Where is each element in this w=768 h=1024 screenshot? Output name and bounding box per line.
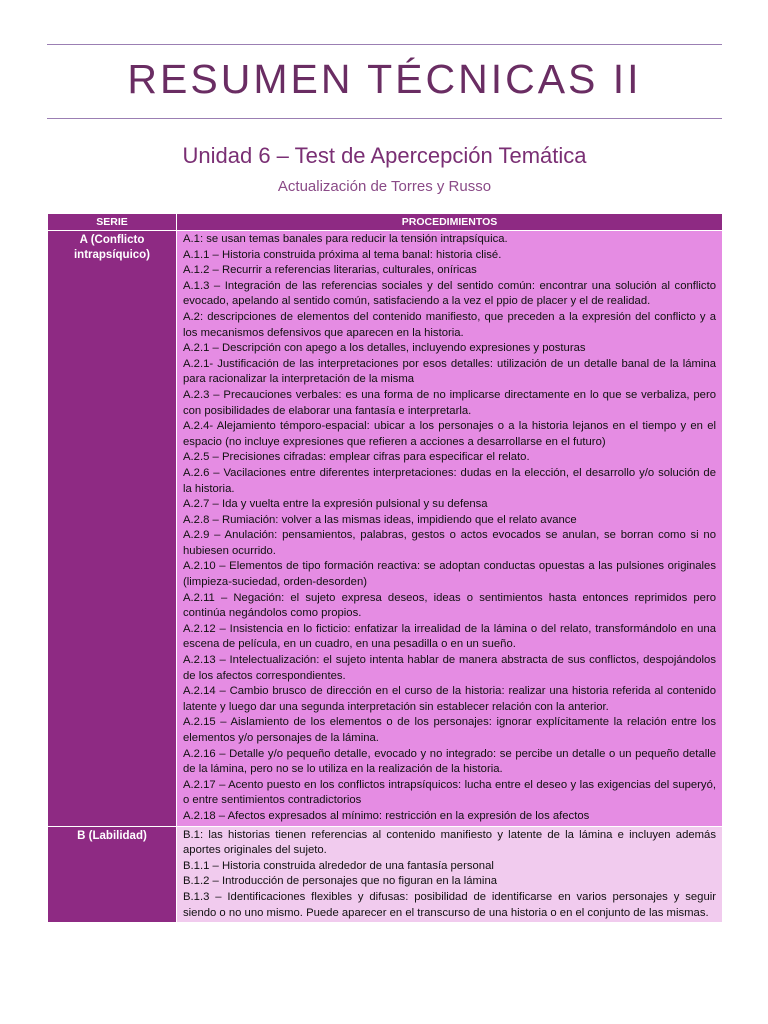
column-header-procedimientos: PROCEDIMIENTOS xyxy=(177,214,723,231)
list-item: A.2.1- Justificación de las interpretaciones por esos detalles: utilización de un detalle banal de la lámina para racionalizar la interpretación de la misma xyxy=(183,357,716,386)
list-item: A.2: descripciones de elementos del contenido manifiesto, que preceden a la expresión del conflicto y a los mecanismos defensivos que aparecen en la historia. xyxy=(183,310,716,339)
column-header-serie: SERIE xyxy=(48,214,177,231)
list-item: A.2.11 – Negación: el sujeto expresa deseos, ideas o sentimientos hasta entonces reprimidos pero continúa negándolos como propios. xyxy=(183,591,716,620)
top-rule xyxy=(47,44,722,45)
list-item: A.2.17 – Acento puesto en los conflictos intrapsíquicos: lucha entre el deseo y las exigencias del superyó, o entre sentimientos contradictorios xyxy=(183,778,716,807)
list-item: B.1.2 – Introducción de personajes que no figuran en la lámina xyxy=(183,875,498,888)
serie-b-procedures xyxy=(177,826,723,923)
list-item: A.2.15 – Aislamiento de los elementos o de los personajes: ignorar explícitamente la relación entre los elementos y/o personajes de la lámina. xyxy=(183,716,716,744)
unit-title: Unidad 6 – Test de Apercepción Temática xyxy=(182,143,587,168)
list-item: A.2.1 – Descripción con apego a los detalles, incluyendo expresiones y posturas xyxy=(183,342,586,355)
list-item: A.2.18 – Afectos expresados al mínimo: restricción en la expresión de los afectos xyxy=(183,809,590,822)
update-subtitle: Actualización de Torres y Russo xyxy=(277,178,492,195)
list-item: A.2.10 – Elementos de tipo formación reactiva: se adoptan conductas opuestas a las pulsiones originales (limpieza-suciedad, orden-desorden) xyxy=(183,560,716,589)
list-item: B.1.1 – Historia construida alrededor de una fantasía personal xyxy=(183,859,494,872)
list-item: A.2.13 – Intelectualización: el sujeto intenta hablar de manera abstracta de sus conflictos, despojándolos de los afectos correspondientes. xyxy=(183,654,716,682)
list-item: B.1: las historias tienen referencias al contenido manifiesto y latente de la lámina e incluyen además aportes originales del sujeto. xyxy=(183,828,716,857)
serie-a-label: A (Conflicto intrapsíquico) xyxy=(48,231,177,827)
list-item: A.2.14 – Cambio brusco de dirección en el curso de la historia: realizar una historia referida al contenido latente y luego dar una segunda interpretación sin establecer relación con la anterior. xyxy=(183,685,716,713)
title-underline xyxy=(47,118,722,119)
list-item: A.2.6 – Vacilaciones entre diferentes interpretaciones: dudas en la elección, el desarrollo y/o solución de la historia. xyxy=(183,466,716,495)
list-item: A.2.4- Alejamiento témporo-espacial: ubicar a los personajes o a la historia lejanos en el tiempo y en el espacio (no incluye expresiones que refieren a acciones a desarrollarse en el futuro) xyxy=(183,420,716,448)
procedures-table xyxy=(47,213,723,923)
table-row xyxy=(48,231,723,827)
list-item: A.2.7 – Ida y vuelta entre la expresión pulsional y su defensa xyxy=(183,498,488,511)
list-item: A.1: se usan temas banales para reducir la tensión intrapsíquica. xyxy=(183,233,508,245)
list-item: A.2.3 – Precauciones verbales: es una forma de no implicarse directamente en lo que se verbaliza, pero con posibilidades de elaborar una fantasía e interpretarla. xyxy=(183,388,716,417)
table-row xyxy=(48,826,723,923)
list-item: A.1.3 – Integración de las referencias sociales y del sentido común: encontrar una solución al conflicto evocado, apelando al sentido común, satisfaciendo a la vez el ppio de placer y el de realidad. xyxy=(183,279,716,308)
list-item: B.1.3 – Identificaciones flexibles y difusas: posibilidad de identificarse en varios personajes y seguir siendo o no uno mismo. Puede aparecer en el transcurso de una historia o en el conjunto de las mismas. xyxy=(183,890,716,919)
list-item: A.2.5 – Precisiones cifradas: emplear cifras para especificar el relato. xyxy=(183,451,530,464)
table-header-row xyxy=(48,214,723,231)
list-item: A.2.12 – Insistencia en lo ficticio: enfatizar la irrealidad de la lámina o del relato, transformándolo en una escena de película, en un cuadro, en una pesadilla o en un sueño. xyxy=(183,622,716,651)
list-item: A.2.16 – Detalle y/o pequeño detalle, evocado y no integrado: se percibe un detalle o un pequeño detalle de la lámina, pero no se lo utiliza en la realización de la historia. xyxy=(183,747,716,776)
serie-a-procedures xyxy=(177,231,723,827)
list-item: A.1.1 – Historia construida próxima al tema banal: historia clisé. xyxy=(183,248,502,261)
page-title: RESUMEN TÉCNICAS II xyxy=(127,56,642,102)
serie-b-label: B (Labilidad) xyxy=(48,826,177,923)
list-item: A.2.9 – Anulación: pensamientos, palabras, gestos o actos evocados se anulan, se borran como si no hubiesen ocurrido. xyxy=(183,529,716,557)
list-item: A.2.8 – Rumiación: volver a las mismas ideas, impidiendo que el relato avance xyxy=(183,513,577,526)
list-item: A.1.2 – Recurrir a referencias literarias, culturales, oníricas xyxy=(183,264,477,277)
